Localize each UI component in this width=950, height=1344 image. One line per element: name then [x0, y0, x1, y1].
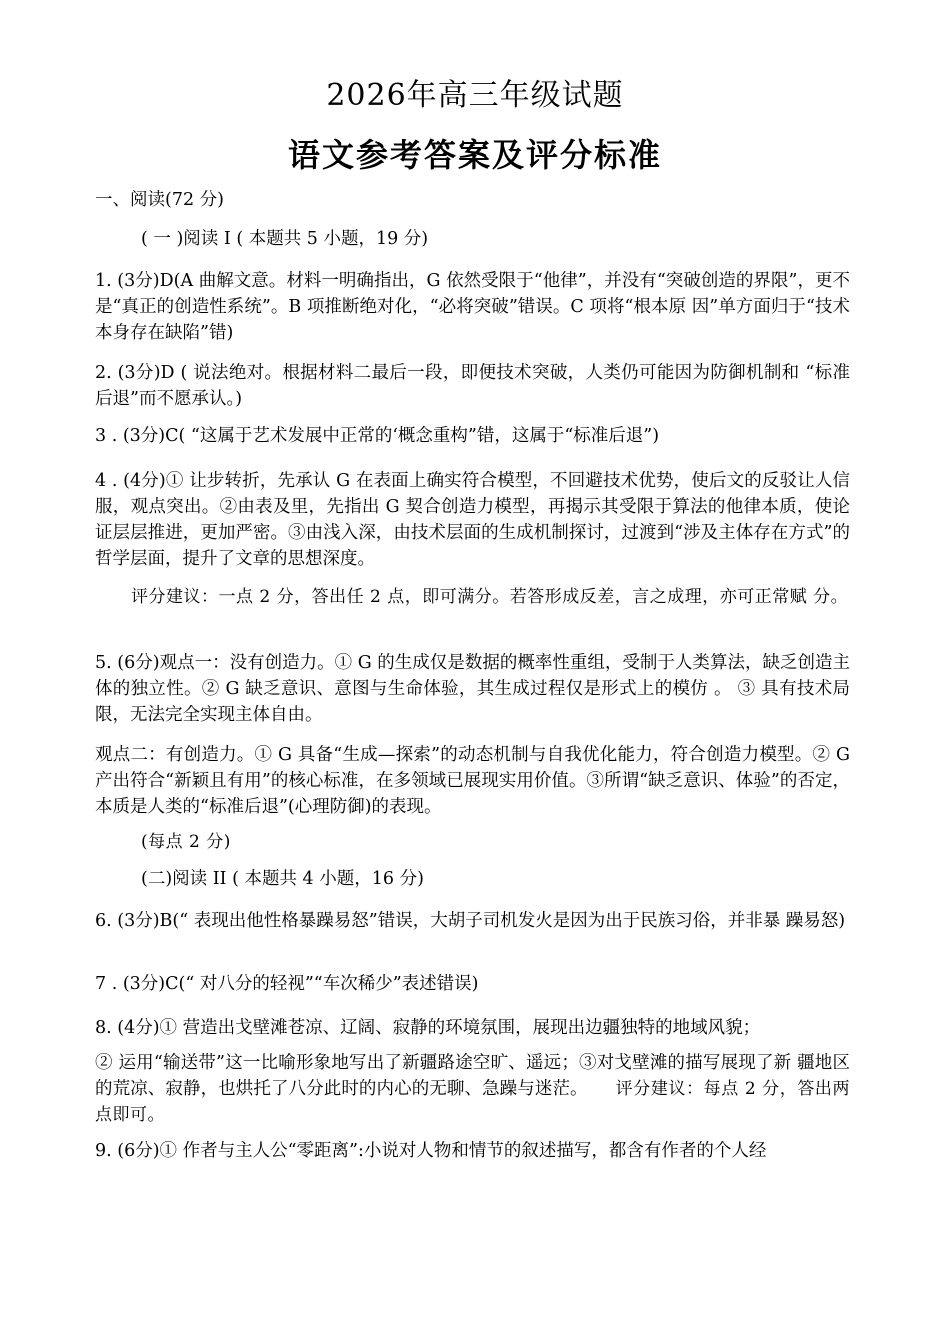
- exam-title: 2026年高三年级试题: [326, 78, 624, 113]
- part2-heading: (二)阅读 II ( 本题共 4 小题，16 分): [141, 869, 424, 889]
- answer-q6: 6. (3分)B(“ 表现出他性格暴躁易怒”错误，大胡子司机发火是因为出于民族习俗，并非暴 躁易怒): [95, 911, 846, 931]
- answer-q8-text: ② 运用“输送带”这一比喻形象地写出了新疆路途空旷、遥远；③对戈壁滩的描写展现了新 疆地区的荒凉、寂静，也烘托了八分此时的内心的无聊、急躁与迷茫。: [95, 1053, 850, 1099]
- answer-q5: 5. (6分)观点一：没有创造力。① G 的生成仅是数据的概率性重组，受制于人类算法，缺乏创造主体的独立性。② G 缺乏意识、意图与生命体验，其生成过程仅是形式上的模仿 。 ③ 具有技术局限，无法完全实现主体自由。: [95, 653, 850, 725]
- answer-q5-view2: 观点二：有创造力。① G 具备“生成—探索”的动态机制与自我优化能力，符合创造力模型。② G 产出符合“新颖且有用”的核心标准，在多领域已展现实用价值。③所谓“缺乏意识、体验”的否定，本质是人类的“标准后退”(心理防御)的表现。: [95, 745, 850, 817]
- answer-q1: 1. (3分)D(A 曲解文意。材料一明确指出，G 依然受限于“他律”，并没有“突破创造的界限”，更不是“真正的创造性系统”。B 项推断绝对化，“必将突破”错误。C 项将“根本原 因”单方面归于“技术本身存在缺陷”错): [95, 271, 850, 343]
- answer-q7: 7 . (3分)C(“ 对八分的轻视”“车次稀少”表述错误): [95, 974, 479, 994]
- scoring-note-q8: 评分建议：每点 2 分，答出两点即可。: [95, 1079, 851, 1125]
- section-heading-reading: 一、阅读(72 分): [95, 190, 224, 210]
- scoring-note-q4: 评分建议：一点 2 分，答出任 2 点，即可满分。若答形成反差，言之成理，亦可正常赋 分。: [131, 587, 849, 607]
- answer-q2: 2. (3分)D ( 说法绝对。根据材料二最后一段，即便技术突破，人类仍可能因为防御机制和 “标准后退”而不愿承认。): [95, 363, 850, 409]
- scoring-note-q5: (每点 2 分): [141, 832, 231, 852]
- answer-q9: 9. (6分)① 作者与主人公“零距离”:小说对人物和情节的叙述描写，都含有作者的个人经: [95, 1141, 767, 1161]
- answer-q8: 8. (4分)① 营造出戈壁滩苍凉、辽阔、寂静的环境氛围，展现出边疆独特的地域风貌；: [95, 1018, 761, 1038]
- answer-q4: 4 . (4分)① 让步转折，先承认 G 在表面上确实符合模型，不回避技术优势，使后文的反驳让人信服，观点突出。②由表及里，先指出 G 契合创造力模型，再揭示其受限于算法的他律本质，使论证层层推进，更加严密。③由浅入深，由技术层面的生成机制探讨，过渡到“涉及主体存在方式”的哲学层面，提升了文章的思想深度。: [95, 471, 850, 569]
- document-title: 语文参考答案及评分标准: [287, 136, 662, 174]
- answer-q8-continued: [95, 1050, 850, 1128]
- part1-heading: ( 一 )阅读 I ( 本题共 5 小题，19 分): [141, 229, 429, 249]
- answer-q3: 3 . (3分)C( “这属于艺术发展中正常的‘概念重构”错，这属于“标准后退”): [95, 426, 660, 446]
